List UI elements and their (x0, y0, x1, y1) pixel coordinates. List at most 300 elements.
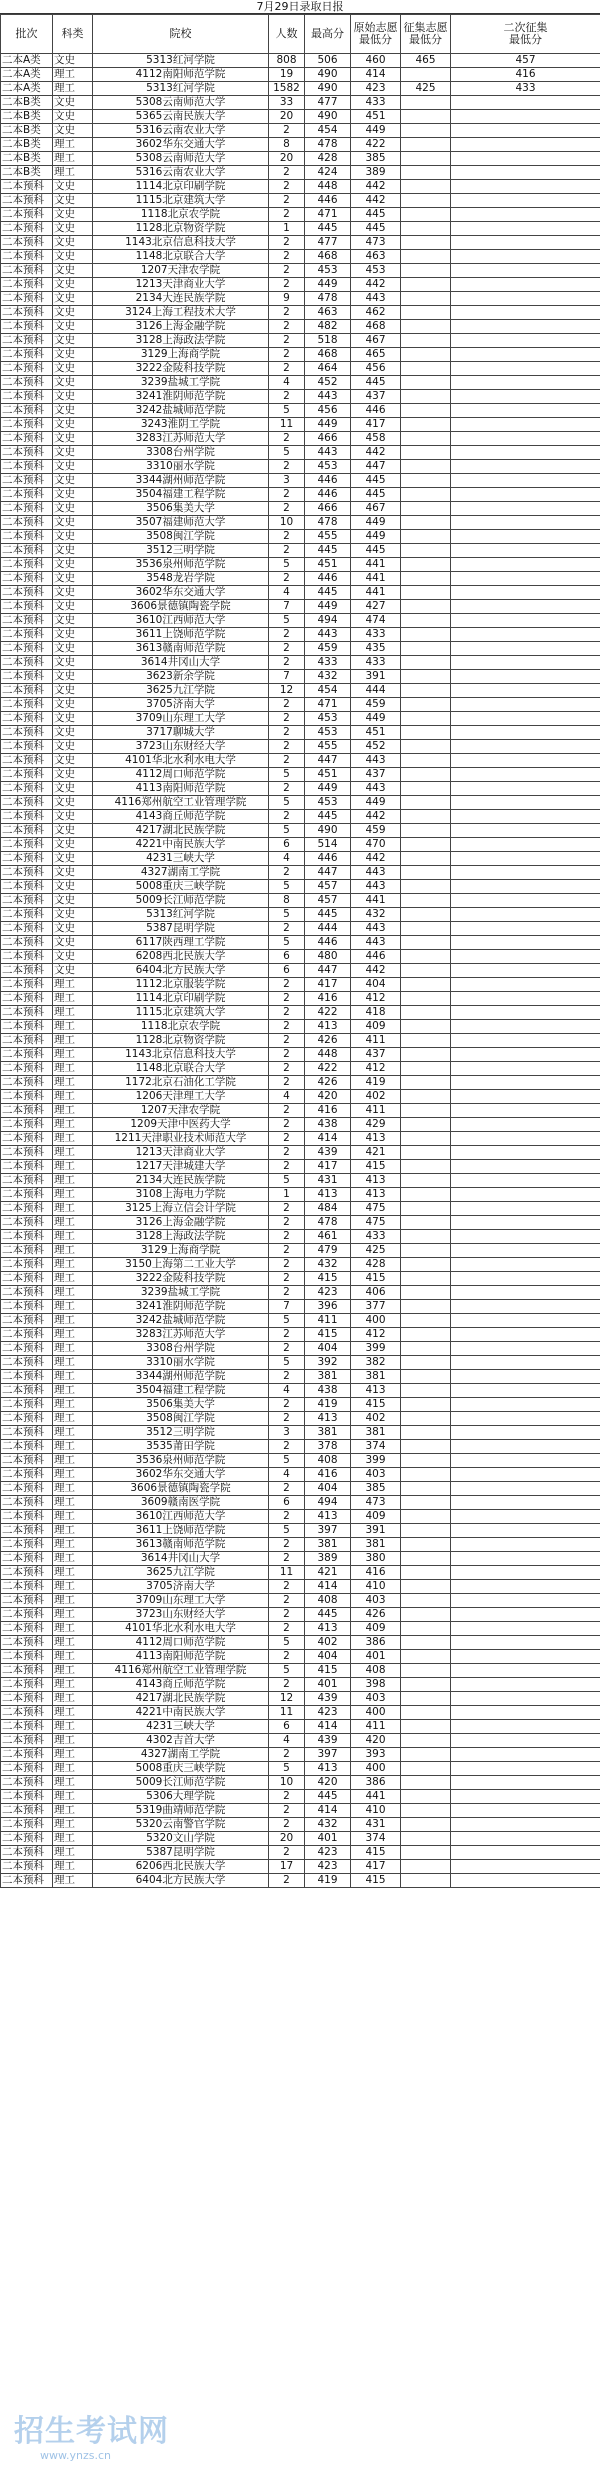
cell-count: 5 (269, 614, 305, 628)
cell-school: 1209天津中医药大学 (93, 1118, 269, 1132)
cell-batch: 二本预科 (1, 1874, 53, 1888)
cell-original-min: 415 (351, 1272, 401, 1286)
table-row (1, 1370, 600, 1384)
cell-original-min: 442 (351, 194, 401, 208)
cell-count: 11 (269, 1706, 305, 1720)
cell-original-min: 401 (351, 1650, 401, 1664)
cell-collect-min (401, 586, 451, 600)
cell-collect-min (401, 96, 451, 110)
cell-subject: 文史 (53, 488, 93, 502)
cell-subject: 文史 (53, 96, 93, 110)
cell-original-min: 447 (351, 460, 401, 474)
table-row (1, 460, 600, 474)
cell-subject: 理工 (53, 1048, 93, 1062)
cell-original-min: 385 (351, 152, 401, 166)
cell-second-collect-min (451, 656, 600, 670)
cell-school: 1114北京印刷学院 (93, 180, 269, 194)
cell-batch: 二本预科 (1, 656, 53, 670)
table-row (1, 1286, 600, 1300)
cell-original-min: 445 (351, 488, 401, 502)
cell-collect-min (401, 1090, 451, 1104)
table-row (1, 572, 600, 586)
cell-second-collect-min (451, 1846, 600, 1860)
cell-count: 2 (269, 1286, 305, 1300)
cell-count: 2 (269, 194, 305, 208)
cell-batch: 二本预科 (1, 684, 53, 698)
cell-original-min: 449 (351, 516, 401, 530)
cell-max-score: 423 (305, 1846, 351, 1860)
table-row (1, 684, 600, 698)
table-row (1, 796, 600, 810)
cell-school: 1172北京石油化工学院 (93, 1076, 269, 1090)
cell-school: 3128上海政法学院 (93, 334, 269, 348)
table-row (1, 1832, 600, 1846)
cell-count: 2 (269, 1258, 305, 1272)
cell-collect-min (401, 488, 451, 502)
cell-subject: 理工 (53, 1482, 93, 1496)
cell-subject: 理工 (53, 1804, 93, 1818)
cell-max-score: 431 (305, 1174, 351, 1188)
table-row (1, 264, 600, 278)
cell-second-collect-min (451, 1510, 600, 1524)
cell-collect-min (401, 544, 451, 558)
cell-max-score: 414 (305, 1804, 351, 1818)
cell-subject: 理工 (53, 1216, 93, 1230)
cell-max-score: 464 (305, 362, 351, 376)
cell-original-min: 451 (351, 726, 401, 740)
cell-original-min: 419 (351, 1076, 401, 1090)
cell-max-score: 422 (305, 1006, 351, 1020)
cell-batch: 二本预科 (1, 502, 53, 516)
cell-subject: 理工 (53, 1538, 93, 1552)
cell-count: 2 (269, 1272, 305, 1286)
cell-subject: 理工 (53, 1006, 93, 1020)
cell-batch: 二本预科 (1, 1706, 53, 1720)
cell-original-min: 468 (351, 320, 401, 334)
table-row (1, 320, 600, 334)
cell-collect-min (401, 292, 451, 306)
cell-max-score: 447 (305, 866, 351, 880)
table-row (1, 1706, 600, 1720)
cell-count: 2 (269, 1118, 305, 1132)
cell-collect-min (401, 1048, 451, 1062)
cell-original-min: 459 (351, 824, 401, 838)
cell-batch: 二本预科 (1, 1020, 53, 1034)
cell-collect-min (401, 670, 451, 684)
cell-batch: 二本预科 (1, 936, 53, 950)
cell-collect-min (401, 768, 451, 782)
cell-batch: 二本预科 (1, 1034, 53, 1048)
cell-subject: 文史 (53, 278, 93, 292)
cell-count: 2 (269, 544, 305, 558)
cell-original-min: 474 (351, 614, 401, 628)
cell-batch: 二本预科 (1, 1174, 53, 1188)
header-batch: 批次 (1, 15, 53, 54)
cell-collect-min (401, 1482, 451, 1496)
table-row (1, 908, 600, 922)
cell-school: 5316云南农业大学 (93, 166, 269, 180)
cell-second-collect-min (451, 1426, 600, 1440)
cell-original-min: 402 (351, 1412, 401, 1426)
cell-school: 4101华北水利水电大学 (93, 1622, 269, 1636)
cell-max-score: 419 (305, 1398, 351, 1412)
cell-batch: 二本预科 (1, 1580, 53, 1594)
cell-original-min: 467 (351, 502, 401, 516)
cell-school: 3611上饶师范学院 (93, 1524, 269, 1538)
cell-collect-min (401, 1538, 451, 1552)
cell-subject: 理工 (53, 1552, 93, 1566)
cell-subject: 理工 (53, 1874, 93, 1888)
cell-school: 1128北京物资学院 (93, 1034, 269, 1048)
cell-batch: 二本预科 (1, 572, 53, 586)
cell-batch: 二本预科 (1, 1160, 53, 1174)
table-row (1, 1790, 600, 1804)
cell-batch: 二本预科 (1, 950, 53, 964)
cell-count: 2 (269, 1076, 305, 1090)
table-row (1, 1874, 600, 1888)
cell-subject: 理工 (53, 1342, 93, 1356)
cell-subject: 理工 (53, 1790, 93, 1804)
cell-subject: 理工 (53, 1454, 93, 1468)
cell-school: 4112周口师范学院 (93, 1636, 269, 1650)
cell-school: 3125上海立信会计学院 (93, 1202, 269, 1216)
cell-school: 3606景德镇陶瓷学院 (93, 600, 269, 614)
cell-batch: 二本预科 (1, 1062, 53, 1076)
cell-school: 3242盐城师范学院 (93, 1314, 269, 1328)
cell-school: 3126上海金融学院 (93, 1216, 269, 1230)
cell-school: 4302吉首大学 (93, 1734, 269, 1748)
cell-original-min: 475 (351, 1202, 401, 1216)
cell-count: 7 (269, 1300, 305, 1314)
cell-max-score: 415 (305, 1328, 351, 1342)
cell-batch: 二本B类 (1, 110, 53, 124)
cell-school: 5387昆明学院 (93, 1846, 269, 1860)
cell-batch: 二本预科 (1, 880, 53, 894)
table-row (1, 628, 600, 642)
cell-batch: 二本预科 (1, 1734, 53, 1748)
table-row (1, 1524, 600, 1538)
cell-max-score: 443 (305, 446, 351, 460)
cell-max-score: 381 (305, 1370, 351, 1384)
cell-collect-min (401, 992, 451, 1006)
cell-second-collect-min (451, 1636, 600, 1650)
cell-subject: 理工 (53, 1748, 93, 1762)
cell-second-collect-min (451, 1748, 600, 1762)
table-row (1, 1818, 600, 1832)
cell-second-collect-min (451, 712, 600, 726)
cell-school: 1213天津商业大学 (93, 278, 269, 292)
cell-max-score: 446 (305, 194, 351, 208)
cell-subject: 理工 (53, 1132, 93, 1146)
cell-batch: 二本预科 (1, 1846, 53, 1860)
cell-count: 2 (269, 1132, 305, 1146)
cell-original-min: 446 (351, 950, 401, 964)
cell-school: 3310丽水学院 (93, 1356, 269, 1370)
cell-batch: 二本B类 (1, 152, 53, 166)
cell-collect-min (401, 1244, 451, 1258)
cell-school: 3222金陵科技学院 (93, 362, 269, 376)
cell-batch: 二本预科 (1, 418, 53, 432)
cell-school: 3536泉州师范学院 (93, 1454, 269, 1468)
table-row (1, 544, 600, 558)
header-school: 院校 (93, 15, 269, 54)
cell-original-min: 444 (351, 684, 401, 698)
cell-batch: 二本预科 (1, 1762, 53, 1776)
cell-max-score: 446 (305, 474, 351, 488)
cell-batch: 二本预科 (1, 1818, 53, 1832)
cell-original-min: 433 (351, 656, 401, 670)
cell-batch: 二本预科 (1, 292, 53, 306)
cell-count: 4 (269, 1384, 305, 1398)
cell-original-min: 427 (351, 600, 401, 614)
cell-school: 1143北京信息科技大学 (93, 1048, 269, 1062)
cell-second-collect-min (451, 614, 600, 628)
cell-count: 1 (269, 1188, 305, 1202)
cell-max-score: 424 (305, 166, 351, 180)
cell-count: 5 (269, 1636, 305, 1650)
table-row (1, 1384, 600, 1398)
cell-school: 3108上海电力学院 (93, 1188, 269, 1202)
cell-original-min: 382 (351, 1356, 401, 1370)
cell-subject: 文史 (53, 306, 93, 320)
cell-max-score: 401 (305, 1678, 351, 1692)
cell-original-min: 399 (351, 1342, 401, 1356)
table-row (1, 1748, 600, 1762)
cell-school: 3705济南大学 (93, 1580, 269, 1594)
admission-table (0, 14, 600, 1888)
table-row (1, 1734, 600, 1748)
cell-original-min: 429 (351, 1118, 401, 1132)
cell-subject: 文史 (53, 768, 93, 782)
cell-original-min: 475 (351, 1216, 401, 1230)
cell-count: 2 (269, 1538, 305, 1552)
cell-subject: 理工 (53, 1160, 93, 1174)
cell-second-collect-min (451, 180, 600, 194)
cell-collect-min (401, 1426, 451, 1440)
cell-batch: 二本预科 (1, 390, 53, 404)
cell-count: 5 (269, 880, 305, 894)
table-row (1, 1664, 600, 1678)
cell-count: 33 (269, 96, 305, 110)
cell-subject: 文史 (53, 222, 93, 236)
cell-school: 6404北方民族大学 (93, 964, 269, 978)
cell-second-collect-min (451, 1762, 600, 1776)
cell-second-collect-min (451, 1650, 600, 1664)
cell-school: 3709山东理工大学 (93, 1594, 269, 1608)
cell-collect-min (401, 1622, 451, 1636)
cell-subject: 理工 (53, 1692, 93, 1706)
cell-second-collect-min (451, 1216, 600, 1230)
cell-second-collect-min (451, 684, 600, 698)
cell-max-score: 401 (305, 1832, 351, 1846)
cell-batch: 二本预科 (1, 1664, 53, 1678)
cell-max-score: 457 (305, 894, 351, 908)
cell-collect-min (401, 1552, 451, 1566)
cell-original-min: 400 (351, 1762, 401, 1776)
cell-original-min: 386 (351, 1636, 401, 1650)
cell-batch: 二本预科 (1, 1090, 53, 1104)
cell-original-min: 377 (351, 1300, 401, 1314)
cell-count: 5 (269, 936, 305, 950)
cell-original-min: 389 (351, 166, 401, 180)
cell-batch: 二本预科 (1, 1790, 53, 1804)
cell-count: 5 (269, 1524, 305, 1538)
cell-original-min: 431 (351, 1818, 401, 1832)
cell-batch: 二本预科 (1, 1860, 53, 1874)
cell-second-collect-min (451, 782, 600, 796)
cell-subject: 理工 (53, 1860, 93, 1874)
cell-subject: 理工 (53, 1272, 93, 1286)
cell-school: 5308云南师范大学 (93, 96, 269, 110)
cell-collect-min (401, 1160, 451, 1174)
cell-max-score: 482 (305, 320, 351, 334)
cell-batch: 二本预科 (1, 768, 53, 782)
cell-collect-min (401, 306, 451, 320)
table-row (1, 852, 600, 866)
cell-school: 3512三明学院 (93, 544, 269, 558)
cell-collect-min (401, 726, 451, 740)
cell-collect-min (401, 656, 451, 670)
cell-second-collect-min (451, 754, 600, 768)
cell-count: 2 (269, 236, 305, 250)
table-row (1, 404, 600, 418)
cell-subject: 理工 (53, 1762, 93, 1776)
cell-second-collect-min (451, 1622, 600, 1636)
cell-batch: 二本预科 (1, 866, 53, 880)
cell-max-score: 445 (305, 222, 351, 236)
table-row (1, 1258, 600, 1272)
table-row (1, 194, 600, 208)
cell-count: 2 (269, 348, 305, 362)
cell-count: 4 (269, 1734, 305, 1748)
table-row (1, 446, 600, 460)
cell-school: 3609赣南医学院 (93, 1496, 269, 1510)
cell-school: 6206西北民族大学 (93, 1860, 269, 1874)
table-row (1, 1020, 600, 1034)
cell-original-min: 400 (351, 1706, 401, 1720)
cell-school: 3308台州学院 (93, 446, 269, 460)
cell-subject: 理工 (53, 1244, 93, 1258)
watermark-logo: 招生考试网 (14, 2414, 169, 2449)
cell-school: 5009长江师范学院 (93, 1776, 269, 1790)
cell-original-min: 465 (351, 348, 401, 362)
cell-subject: 文史 (53, 698, 93, 712)
cell-max-score: 494 (305, 1496, 351, 1510)
header-count: 人数 (269, 15, 305, 54)
cell-original-min: 409 (351, 1622, 401, 1636)
cell-batch: 二本预科 (1, 334, 53, 348)
table-row (1, 1692, 600, 1706)
cell-original-min: 415 (351, 1398, 401, 1412)
table-row (1, 1062, 600, 1076)
cell-school: 3129上海商学院 (93, 348, 269, 362)
cell-max-score: 466 (305, 502, 351, 516)
cell-school: 1115北京建筑大学 (93, 1006, 269, 1020)
cell-collect-min (401, 194, 451, 208)
cell-collect-min (401, 614, 451, 628)
cell-batch: 二本预科 (1, 698, 53, 712)
cell-subject: 理工 (53, 68, 93, 82)
cell-max-score: 417 (305, 978, 351, 992)
cell-count: 7 (269, 670, 305, 684)
cell-collect-min (401, 558, 451, 572)
cell-second-collect-min (451, 1104, 600, 1118)
cell-collect-min (401, 1076, 451, 1090)
cell-collect-min (401, 376, 451, 390)
cell-batch: 二本预科 (1, 1216, 53, 1230)
cell-batch: 二本预科 (1, 264, 53, 278)
cell-subject: 文史 (53, 880, 93, 894)
cell-school: 3548龙岩学院 (93, 572, 269, 586)
cell-batch: 二本预科 (1, 180, 53, 194)
cell-count: 5 (269, 1454, 305, 1468)
cell-school: 3222金陵科技学院 (93, 1272, 269, 1286)
cell-max-score: 381 (305, 1538, 351, 1552)
cell-second-collect-min (451, 1090, 600, 1104)
cell-max-score: 432 (305, 670, 351, 684)
cell-original-min: 417 (351, 418, 401, 432)
cell-second-collect-min (451, 978, 600, 992)
cell-batch: 二本预科 (1, 1412, 53, 1426)
cell-second-collect-min (451, 880, 600, 894)
cell-subject: 文史 (53, 446, 93, 460)
cell-count: 2 (269, 1230, 305, 1244)
cell-batch: 二本预科 (1, 642, 53, 656)
cell-school: 4112南阳师范学院 (93, 68, 269, 82)
table-row (1, 1160, 600, 1174)
cell-second-collect-min (451, 922, 600, 936)
cell-max-score: 514 (305, 838, 351, 852)
cell-school: 3723山东财经大学 (93, 1608, 269, 1622)
cell-subject: 理工 (53, 1594, 93, 1608)
cell-subject: 文史 (53, 894, 93, 908)
cell-count: 2 (269, 1370, 305, 1384)
cell-count: 2 (269, 1020, 305, 1034)
cell-max-score: 402 (305, 1636, 351, 1650)
cell-school: 3241淮阴师范学院 (93, 390, 269, 404)
cell-max-score: 447 (305, 754, 351, 768)
cell-count: 12 (269, 1692, 305, 1706)
cell-count: 4 (269, 1090, 305, 1104)
cell-subject: 理工 (53, 1426, 93, 1440)
cell-batch: 二本预科 (1, 222, 53, 236)
table-row (1, 1076, 600, 1090)
cell-second-collect-min (451, 1258, 600, 1272)
cell-collect-min (401, 110, 451, 124)
table-row (1, 1580, 600, 1594)
cell-subject: 理工 (53, 1188, 93, 1202)
cell-school: 1114北京印刷学院 (93, 992, 269, 1006)
cell-max-score: 420 (305, 1090, 351, 1104)
cell-subject: 理工 (53, 1832, 93, 1846)
cell-original-min: 412 (351, 992, 401, 1006)
cell-original-min: 463 (351, 250, 401, 264)
cell-second-collect-min (451, 796, 600, 810)
cell-count: 2 (269, 1328, 305, 1342)
cell-count: 2 (269, 698, 305, 712)
cell-second-collect-min (451, 264, 600, 278)
cell-original-min: 460 (351, 54, 401, 68)
cell-count: 20 (269, 152, 305, 166)
cell-batch: 二本预科 (1, 1104, 53, 1118)
cell-subject: 理工 (53, 82, 93, 96)
cell-count: 5 (269, 796, 305, 810)
cell-collect-min (401, 1832, 451, 1846)
cell-second-collect-min (451, 1832, 600, 1846)
table-row (1, 754, 600, 768)
table-row (1, 502, 600, 516)
cell-subject: 文史 (53, 404, 93, 418)
